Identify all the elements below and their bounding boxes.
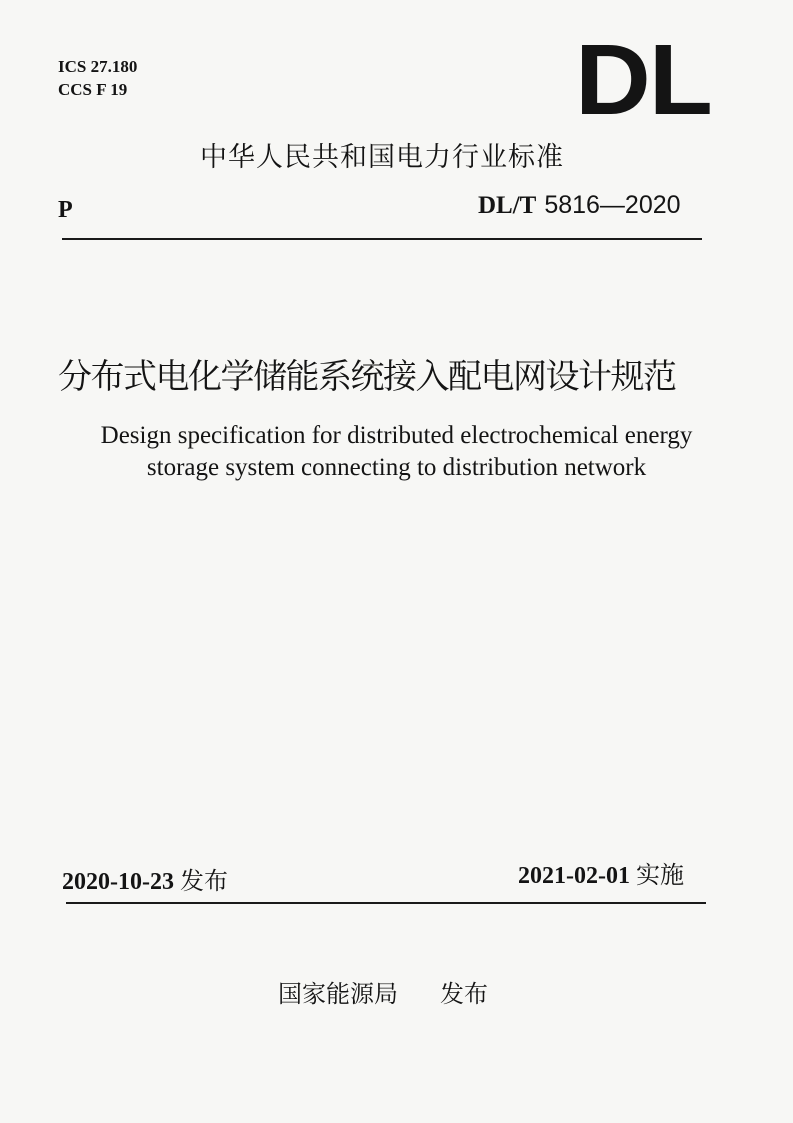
header-divider: [62, 238, 702, 240]
standard-prefix: DL/T: [478, 192, 537, 219]
standard-number: [478, 190, 681, 221]
dl-logo: DL: [575, 24, 711, 136]
classification-letter: P: [58, 197, 73, 223]
publisher-block: [278, 978, 488, 1010]
classification-codes: [58, 55, 137, 101]
publish-date-block: [62, 866, 228, 897]
title-english-line2: storage system connecting to distribution network: [146, 454, 647, 481]
standard-code: 5816—2020: [544, 191, 681, 219]
implement-label: 实施: [635, 861, 684, 889]
publisher-name: 国家能源局: [278, 980, 398, 1008]
implement-date-block: [518, 860, 684, 891]
issuer-title: 中华人民共和国电力行业标准: [200, 142, 564, 173]
ccs-code: CCS F 19: [58, 80, 128, 99]
title-chinese: 分布式电化学储能系统接入配电网设计规范: [58, 357, 676, 397]
publisher-label: 发布: [440, 980, 488, 1008]
ics-code: ICS 27.180: [58, 57, 138, 76]
title-english-line1: Design specification for distributed electrochemical energy: [100, 422, 693, 449]
footer-divider: [66, 902, 706, 904]
publish-label: 发布: [179, 867, 228, 895]
publish-date: 2020-10-23: [62, 869, 174, 895]
implement-date: 2021-02-01: [518, 863, 630, 889]
title-english: [40, 420, 753, 484]
